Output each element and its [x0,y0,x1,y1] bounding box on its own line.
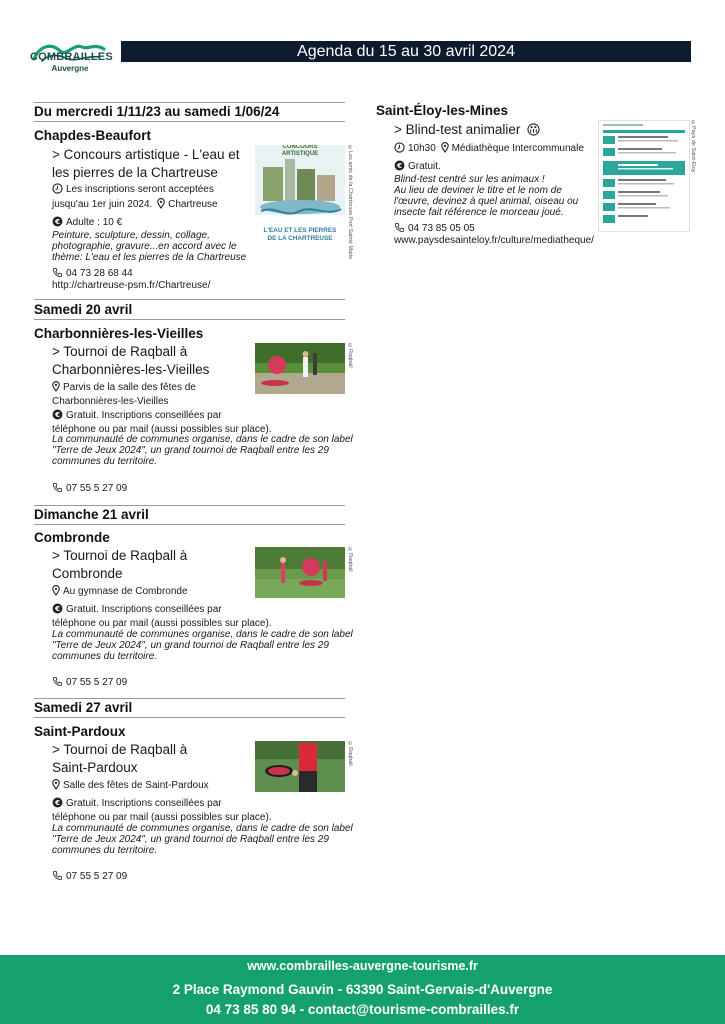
event-link[interactable]: www.paysdesainteloy.fr/culture/mediatheque/ [394,235,594,246]
event-location-line1: Parvis de la salle des fêtes de [63,382,196,393]
event-dates [52,183,214,198]
event-description [394,174,578,218]
event-title [52,146,240,182]
event-phone-number: 07 55 5 27 09 [66,871,128,882]
divider [34,698,345,699]
event-town: Saint-Éloy-les-Mines [376,103,509,118]
divider [34,102,345,103]
desc-line: Au lieu de deviner le titre et le nom de [394,185,562,196]
euro-icon [394,160,405,175]
location-pin-icon [52,779,60,794]
section-date: Samedi 27 avril [34,700,133,715]
desc-line: communes du territoire. [52,456,158,467]
event-link[interactable]: http://chartreuse-psm.fr/Chartreuse/ [52,280,211,291]
euro-icon [52,409,63,424]
event-price-line2: téléphone ou par mail (aussi possibles sur place). [52,618,272,629]
event-title [52,343,209,379]
svg-text:€: € [54,216,61,226]
event-location [52,779,209,794]
event-location [52,585,188,600]
event-phone-number: 04 73 28 68 44 [66,268,133,279]
desc-line: La communauté de communes organise, dans le cadre de son label [52,629,353,640]
desc-line: thème: L'eau et les pierres de la Chartreuse [52,252,247,263]
euro-icon [52,603,63,618]
section-date: Samedi 20 avril [34,302,133,317]
raqball-photo [255,741,345,792]
desc-line: l'œuvre, devinez à quel animal, oiseau ou [394,196,579,207]
event-title-line1: > Concours artistique - L'eau et [52,147,240,162]
event-phone[interactable] [52,870,127,885]
divider [34,319,345,320]
svg-text:€: € [54,797,61,807]
photo-credit: ©Raqball [347,547,353,572]
divider [34,524,345,525]
event-title-line2: Saint-Pardoux [52,760,138,775]
event-price-line1: Gratuit. Inscriptions conseillées par [66,604,222,615]
divider [34,505,345,506]
svg-text:€: € [54,603,61,613]
desc-line: Blind-test centré sur les animaux ! [394,174,545,185]
location-pin-icon [52,381,60,396]
agenda-banner: Agenda du 15 au 30 avril 2024 [121,41,691,62]
event-title [52,547,187,583]
accessibility-icon [527,123,540,141]
event-location-line1: Au gymnase de Combronde [63,586,188,597]
section-date: Du mercredi 1/11/23 au samedi 1/06/24 [34,104,280,119]
event-town: Combronde [34,530,110,545]
event-title [394,121,543,141]
event-location: Chartreuse [168,199,218,210]
euro-icon [52,797,63,812]
poster-line: CONCOURS [282,145,318,150]
event-location: Médiathèque Intercommunale [451,143,584,154]
event-price-line1: Gratuit. Inscriptions conseillées par [66,410,222,421]
event-price-text: Gratuit. [408,161,441,172]
raqball-photo [255,343,345,394]
event-location-line2: Charbonnières-les-Vieilles [52,396,169,407]
event-title-line1: > Tournoi de Raqball à [52,344,188,359]
event-dates-location [52,198,218,213]
event-phone-number: 07 55 5 27 09 [66,677,128,688]
photo-credit: ©Pays de Saint-Eloy [690,120,696,173]
phone-icon [52,482,63,497]
desc-line: La communauté de communes organise, dans le cadre de son label [52,823,353,834]
event-phone[interactable] [52,676,127,691]
event-description [52,629,353,662]
divider [34,717,345,718]
event-town: Chapdes-Beaufort [34,128,152,143]
event-description [52,434,353,467]
event-title-line1: > Tournoi de Raqball à [52,742,188,757]
event-title-line2: Charbonnières-les-Vieilles [52,362,210,377]
desc-line: La communauté de communes organise, dans le cadre de son label [52,434,353,445]
event-time: 10h30 [408,143,436,154]
logo-line2: Auvergne [51,64,89,73]
event-price [52,216,122,231]
event-title-line1: > Tournoi de Raqball à [52,548,188,563]
event-description [52,230,246,263]
event-phone-number: 07 55 5 27 09 [66,483,128,494]
desc-line: Peinture, sculpture, dessin, collage, [52,230,210,241]
event-price [52,409,272,436]
event-location-line1: Salle des fêtes de Saint-Pardoux [63,780,209,791]
poster-line: DE LA CHARTREUSE [267,235,333,242]
raqball-photo [255,547,345,598]
desc-line: photographie, gravure...en accord avec le [52,241,237,252]
event-price-text: Adulte : 10 € [66,217,123,228]
desc-line: "Terre de Jeux 2024", un grand tournoi de Raqball entre les 29 [52,640,329,651]
event-town: Saint-Pardoux [34,724,126,739]
divider [34,121,345,122]
logo-line1: COMBRAILLES [30,51,113,63]
event-title-line2: les pierres de la Chartreuse [52,165,218,180]
footer [0,955,725,1024]
event-price-line1: Gratuit. Inscriptions conseillées par [66,798,222,809]
desc-line: insecte fait référence le morceau joué. [394,207,564,218]
event-dates-line2: jusqu'au 1er juin 2024. [52,199,153,210]
svg-text:€: € [54,409,61,419]
footer-contact[interactable]: 04 73 85 80 94 - contact@tourisme-combrailles.fr [205,1002,520,1017]
event-location [52,381,196,408]
phone-icon [52,676,63,691]
event-price [52,797,272,824]
svg-text:€: € [396,160,403,170]
photo-credit: ©Les amis de la Chartreuse Port Sainte Marie [347,145,353,260]
desc-line: "Terre de Jeux 2024", un grand tournoi de Raqball entre les 29 [52,445,329,456]
poster-line: L'EAU ET LES PIERRES [263,227,337,234]
footer-address: 2 Place Raymond Gauvin - 63390 Saint-Gervais-d'Auvergne [172,982,553,997]
event-title-line2: Combronde [52,566,123,581]
poster-subheading [255,227,345,243]
contest-poster [255,145,345,248]
event-town: Charbonnières-les-Vieilles [34,326,204,341]
mediatheque-flyer [598,120,690,232]
event-phone[interactable] [52,482,127,497]
divider [34,299,345,300]
event-price-line2: téléphone ou par mail (aussi possibles sur place). [52,812,272,823]
poster-line: ARTISTIQUE [281,151,319,157]
location-pin-icon [441,142,449,157]
event-dates-line1: Les inscriptions seront acceptées [66,184,214,195]
location-pin-icon [52,585,60,600]
clock-icon [394,142,405,157]
event-title [52,741,187,777]
euro-icon [52,216,63,231]
logo-wordmark [30,51,113,74]
footer-website[interactable]: www.combrailles-auvergne-tourisme.fr [247,959,478,973]
event-phone-number: 04 73 85 05 05 [408,223,475,234]
event-title-text: > Blind-test animalier [394,122,521,137]
location-pin-icon [157,198,165,213]
section-date: Dimanche 21 avril [34,507,149,522]
desc-line: communes du territoire. [52,651,158,662]
clock-icon [52,183,63,198]
event-description [52,823,353,856]
event-price [394,160,441,175]
photo-credit: ©Raqball [347,741,353,766]
photo-credit: ©Raqball [347,343,353,368]
event-time-location [394,142,584,157]
event-price-line2: téléphone ou par mail (aussi possibles sur place). [52,424,272,435]
poster-heading [255,145,345,158]
event-price [52,603,272,630]
phone-icon [52,870,63,885]
desc-line: communes du territoire. [52,845,158,856]
desc-line: "Terre de Jeux 2024", un grand tournoi de Raqball entre les 29 [52,834,329,845]
